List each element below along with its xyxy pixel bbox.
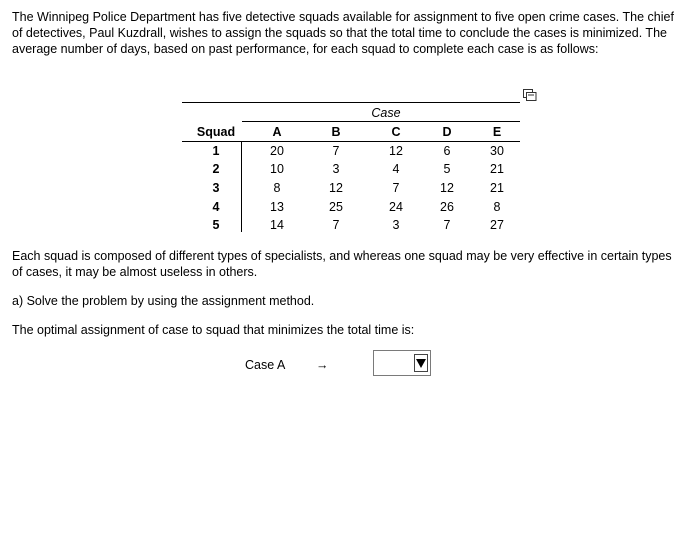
column-header-d: D: [442, 125, 452, 139]
squad-number: 3: [212, 181, 220, 195]
table-cell: 30: [490, 144, 504, 158]
column-header-rule: [182, 141, 520, 142]
answer-prompt: The optimal assignment of case to squad that minimizes the total time is:: [12, 323, 415, 337]
column-header-b: B: [331, 125, 341, 139]
table-cell: 3: [332, 162, 340, 176]
table-cell: 12: [329, 181, 343, 195]
case-a-squad-select[interactable]: [373, 350, 431, 376]
arrow-icon: →: [316, 358, 329, 372]
table-cell: 20: [270, 144, 284, 158]
case-a-label: Case A: [245, 358, 286, 372]
table-cell: 12: [389, 144, 403, 158]
column-header-a: A: [272, 125, 282, 139]
problem-paragraph-2: Each squad is composed of different types of specialists, and whereas one squad may be very effective in certain types of cases, it may be almost useless in others.: [12, 249, 672, 279]
table-cell: 7: [332, 218, 340, 232]
squad-column-header: Squad: [196, 125, 236, 139]
table-cell: 8: [273, 181, 281, 195]
squad-number: 5: [212, 218, 220, 232]
problem-intro: The Winnipeg Police Department has five detective squads available for assignment to five open crime cases. The chief of detectives, Paul Kuzdrall, wishes to assign the squads so that the total time to conclude the cases is minimized. The average number of days, based on past performance, for each squad to complete each case is as follows:: [12, 10, 674, 56]
table-cell: 25: [329, 200, 343, 214]
column-header-e: E: [492, 125, 502, 139]
table-cell: 21: [490, 181, 504, 195]
table-cell: 10: [270, 162, 284, 176]
table-cell: 5: [443, 162, 451, 176]
case-header-rule: [242, 121, 520, 122]
table-cell: 12: [440, 181, 454, 195]
table-cell: 7: [332, 144, 340, 158]
table-cell: 24: [389, 200, 403, 214]
table-cell: 13: [270, 200, 284, 214]
table-cell: 8: [493, 200, 501, 214]
table-cell: 26: [440, 200, 454, 214]
table-cell: 6: [443, 144, 451, 158]
table-cell: 4: [392, 162, 400, 176]
table-cell: 14: [270, 218, 284, 232]
table-cell: 7: [443, 218, 451, 232]
table-cell: 7: [392, 181, 400, 195]
table-top-rule: [182, 102, 520, 103]
squad-number: 4: [212, 200, 220, 214]
table-cell: 3: [392, 218, 400, 232]
table-cell: 27: [490, 218, 504, 232]
case-group-header: Case: [371, 106, 401, 120]
cost-table: [0, 0, 689, 240]
squad-number: 2: [212, 162, 220, 176]
dropdown-arrow-icon[interactable]: [414, 354, 428, 372]
table-cell: 21: [490, 162, 504, 176]
squad-number: 1: [212, 144, 220, 158]
question-a: a) Solve the problem by using the assignment method.: [12, 294, 315, 308]
column-header-c: C: [391, 125, 401, 139]
